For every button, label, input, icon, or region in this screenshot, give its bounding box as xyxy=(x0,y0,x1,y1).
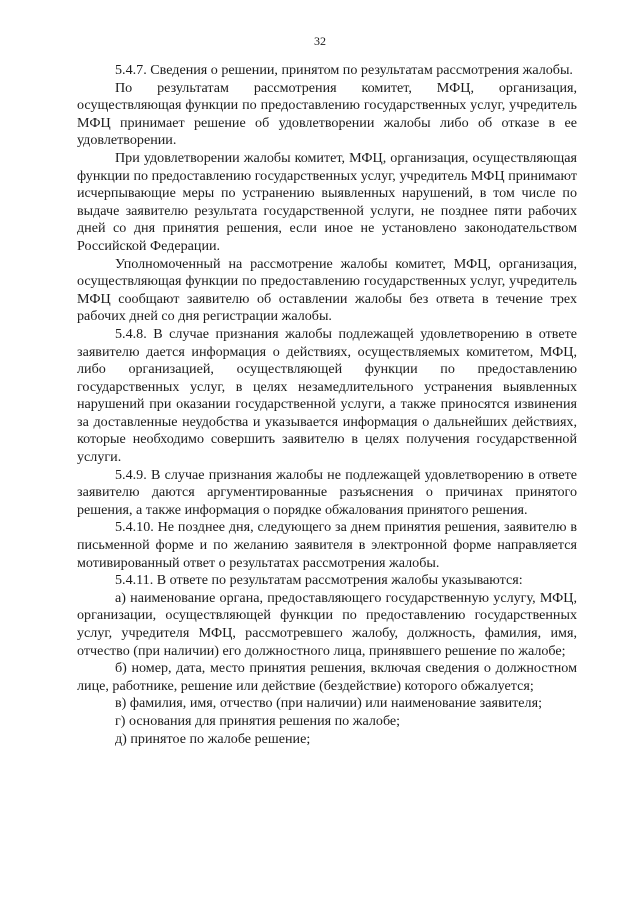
paragraph-5-4-9: 5.4.9. В случае признания жалобы не подлежащей удовлетворению в ответе заявителю даются аргументированные разъяснения о причинах принятого решения, а также информация о порядке обжалования принятого решения. xyxy=(77,466,577,518)
paragraph-decision: По результатам рассмотрения комитет, МФЦ, организация, осуществляющая функции по предоставлению государственных услуг, учредитель МФЦ принимает решение об удовлетворении жалобы либо об отказе в ее удовлетворении. xyxy=(77,79,577,149)
document-body xyxy=(77,62,577,748)
list-item-v: в) фамилия, имя, отчество (при наличии) или наименование заявителя; xyxy=(115,695,542,712)
list-item-g: г) основания для принятия решения по жалобе; xyxy=(115,712,401,729)
paragraph-5-4-10: 5.4.10. Не позднее дня, следующего за днем принятия решения, заявителю в письменной форме и по желанию заявителя в электронной форме направляется мотивированный ответ о результатах рассмотрения жалобы. xyxy=(77,519,577,571)
paragraph-no-answer: Уполномоченный на рассмотрение жалобы комитет, МФЦ, организация, осуществляющая функции по предоставлению государственных услуг, учредитель МФЦ сообщают заявителю об оставлении жалобы без ответа в течение трех рабочих дней со дня регистрации жалобы. xyxy=(77,255,577,325)
list-item-a: а) наименование органа, предоставляющего государственную услугу, МФЦ, организации, осуществляющей функции по предоставлению государственных услуг, учредителя МФЦ, рассмотревшего жалобу, должность, фамилия, имя, отчество (при наличии) его должностного лица, принявшего решение по жалобе; xyxy=(77,589,577,659)
page-number: 32 xyxy=(314,34,326,48)
paragraph-5-4-8: 5.4.8. В случае признания жалобы подлежащей удовлетворению в ответе заявителю дается информация о действиях, осуществляемых комитетом, МФЦ, либо организацией, осуществляющей функции по предоставлению государственных услуг, в целях незамедлительного устранения выявленных нарушений при оказании государственной услуги, а также приносятся извинения за доставленные неудобства и указывается информация о дальнейших действиях, которые необходимо совершить заявителю в целях получения государственной услуги. xyxy=(77,325,577,466)
paragraph-satisfaction: При удовлетворении жалобы комитет, МФЦ, организация, осуществляющая функции по предоставлению государственных услуг, учредитель МФЦ принимают исчерпывающие меры по устранению выявленных нарушений, в том числе по выдаче заявителю результата государственной услуги, не позднее пяти рабочих дней со дня принятия решения, если иное не установлено законодательством Российской Федерации. xyxy=(77,149,577,254)
list-item-b: б) номер, дата, место принятия решения, включая сведения о должностном лице, работнике, решение или действие (бездействие) которого обжалуется; xyxy=(77,660,577,694)
paragraph-5-4-11: 5.4.11. В ответе по результатам рассмотрения жалобы указываются: xyxy=(115,572,523,589)
paragraph-5-4-7: 5.4.7. Сведения о решении, принятом по результатам рассмотрения жалобы. xyxy=(115,62,573,78)
list-item-d: д) принятое по жалобе решение; xyxy=(115,730,311,747)
